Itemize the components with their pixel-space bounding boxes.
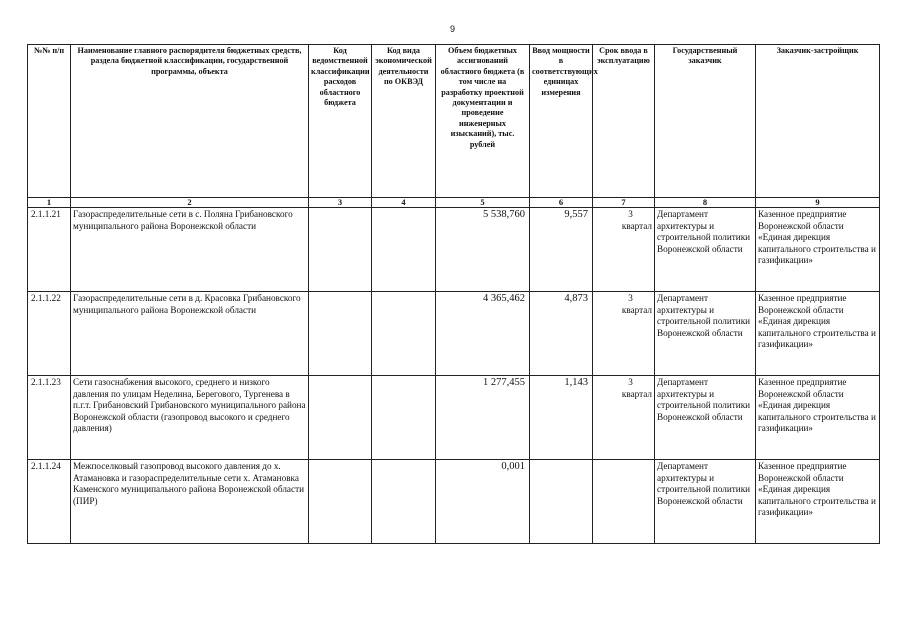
column-number: 6 [530,198,593,208]
term-number: 3 [628,293,633,303]
customer-cell: Департамент архитектуры и строительной политики Воронежской области [655,208,756,292]
object-name: Сети газоснабжения высокого, среднего и низкого давления по улицам Неделина, Берегового, Тургенева в п.г.т. Грибановский Грибановского муниципального района Воронежской области (газопровод высокого и среднего давления) [71,376,309,460]
amount-cell: 5 538,760 [436,208,530,292]
row-number: 2.1.1.21 [28,208,71,292]
column-number: 4 [372,198,436,208]
row-number: 2.1.1.23 [28,376,71,460]
table-row [28,460,880,544]
header-capacity: Ввод мощности в соответствующих единицах измерения [530,45,593,198]
budget-table [27,44,880,544]
page-number: 9 [449,24,455,34]
header-num: №№ п/п [28,45,71,198]
amount-cell: 4 365,462 [436,292,530,376]
column-number: 2 [71,198,309,208]
term-cell [593,292,655,376]
term-cell [593,376,655,460]
okved-code-cell [372,376,436,460]
customer-cell: Департамент архитектуры и строительной политики Воронежской области [655,376,756,460]
term-label: квартал [621,388,652,399]
capacity-cell: 1,143 [530,376,593,460]
okved-code-cell [372,292,436,376]
capacity-cell: 9,557 [530,208,593,292]
vedom-code-cell [309,208,372,292]
term-number: 3 [628,377,633,387]
amount-cell: 0,001 [436,460,530,544]
header-customer: Государственный заказчик [655,45,756,198]
header-developer: Заказчик-застройщик [756,45,880,198]
vedom-code-cell [309,292,372,376]
term-cell [593,460,655,544]
developer-cell: Казенное предприятие Воронежской области «Единая дирекция капитального строительства и газификации» [756,460,880,544]
developer-cell: Казенное предприятие Воронежской области «Единая дирекция капитального строительства и газификации» [756,208,880,292]
column-number: 1 [28,198,71,208]
term-cell [593,208,655,292]
column-number: 3 [309,198,372,208]
customer-cell: Департамент архитектуры и строительной политики Воронежской области [655,292,756,376]
developer-cell: Казенное предприятие Воронежской области «Единая дирекция капитального строительства и газификации» [756,376,880,460]
header-amount: Объем бюджетных ассигнований областного бюджета (в том числе на разработку проектной документации и проведение инженерных изысканий), тыс. рублей [436,45,530,198]
term-label: квартал [621,220,652,231]
term-label: квартал [621,304,652,315]
amount-cell: 1 277,455 [436,376,530,460]
header-term: Срок ввода в эксплуатацию [593,45,655,198]
vedom-code-cell [309,460,372,544]
column-number: 5 [436,198,530,208]
object-name: Газораспределительные сети в с. Поляна Грибановского муниципального района Воронежской области [71,208,309,292]
column-number: 7 [593,198,655,208]
object-name: Газораспределительные сети в д. Красовка Грибановского муниципального района Воронежской области [71,292,309,376]
okved-code-cell [372,208,436,292]
row-number: 2.1.1.22 [28,292,71,376]
column-number: 8 [655,198,756,208]
header-row [28,45,880,198]
object-name: Межпоселковый газопровод высокого давления до х. Атамановка и газораспределительные сети х. Атамановка Каменского муниципального района Воронежской области (ПИР) [71,460,309,544]
header-okved-code: Код вида экономической деятельности по ОКВЭД [372,45,436,198]
vedom-code-cell [309,376,372,460]
header-name: Наименование главного распорядителя бюджетных средств, раздела бюджетной классификации, государственной программы, объекта [71,45,309,198]
column-number-row [28,198,880,208]
customer-cell: Департамент архитектуры и строительной политики Воронежской области [655,460,756,544]
row-number: 2.1.1.24 [28,460,71,544]
column-number: 9 [756,198,880,208]
header-vedom-code: Код ведомственной классификации расходов областного бюджета [309,45,372,198]
term-number: 3 [628,209,633,219]
okved-code-cell [372,460,436,544]
table-row [28,376,880,460]
developer-cell: Казенное предприятие Воронежской области «Единая дирекция капитального строительства и газификации» [756,292,880,376]
table-row [28,292,880,376]
table-row [28,208,880,292]
capacity-cell: 4,873 [530,292,593,376]
capacity-cell [530,460,593,544]
